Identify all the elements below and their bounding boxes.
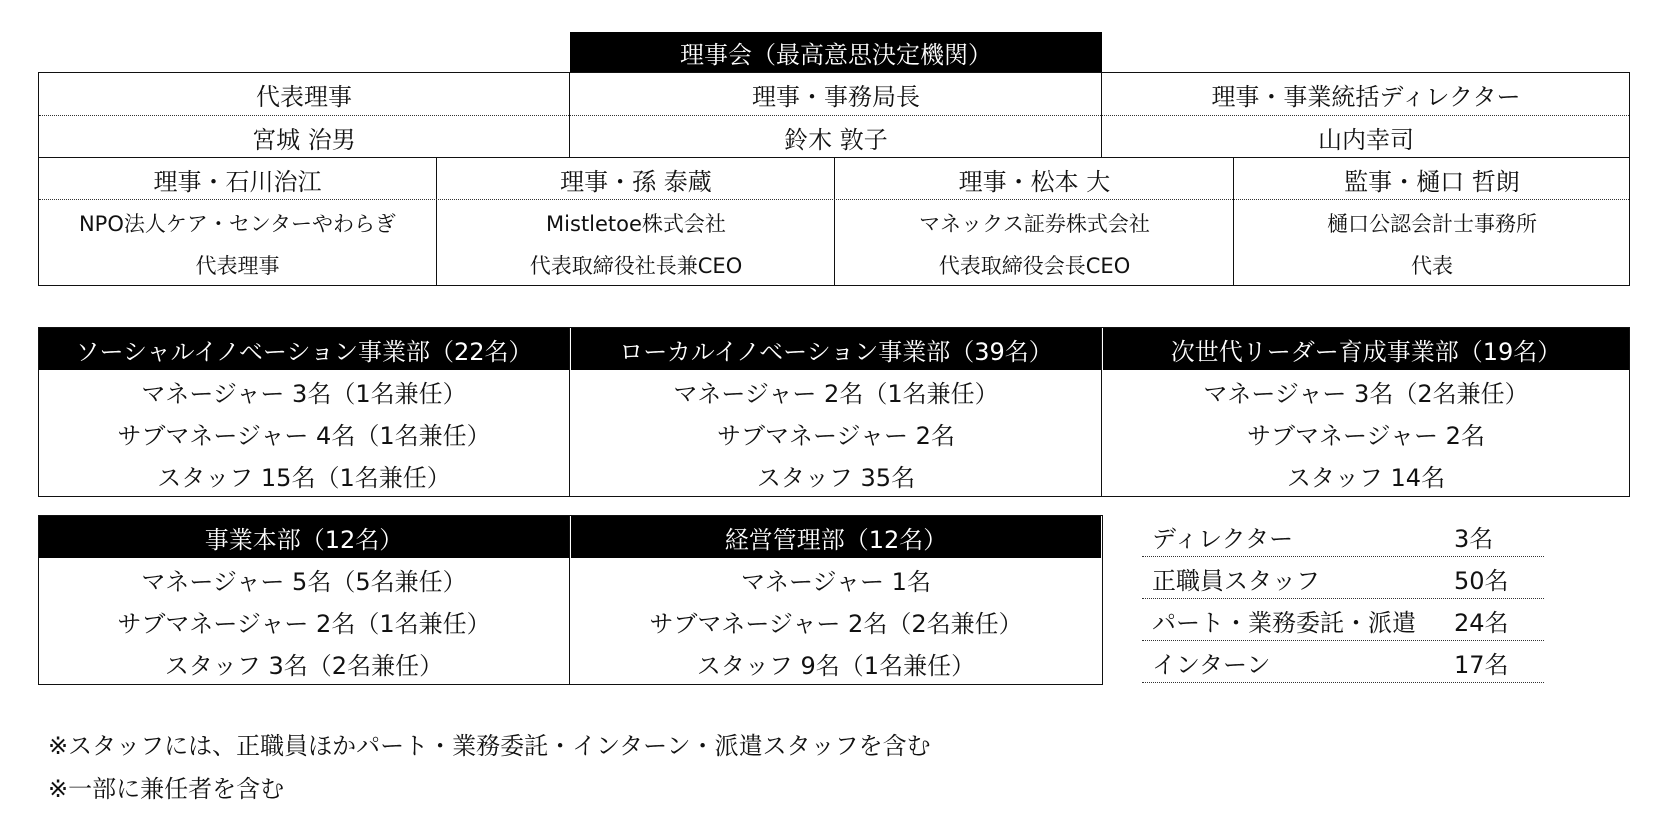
board-name-1: 鈴木 敦子 — [784, 125, 888, 154]
division-line: サブマネージャー 4名（1名兼任） — [117, 422, 491, 450]
division-title-0: ソーシャルイノベーション事業部（22名） — [39, 328, 569, 370]
outside-position-2: 代表取締役会長CEO — [938, 253, 1131, 278]
division-line: スタッフ 3名（2名兼任） — [164, 652, 444, 680]
summary-dotted-rule — [1142, 556, 1544, 557]
outside-position-3: 代表 — [1411, 253, 1453, 278]
summary-count: 24名 — [1454, 608, 1509, 637]
division-title-3: 事業本部（12名） — [39, 516, 569, 558]
division-line: サブマネージャー 2名 — [717, 422, 955, 450]
summary-dotted-rule — [1142, 598, 1544, 599]
division-line: スタッフ 35名 — [756, 464, 916, 492]
outside-role-1: 理事・孫 泰蔵 — [560, 167, 712, 196]
summary-dotted-rule — [1142, 682, 1544, 683]
outside-role-2: 理事・松本 大 — [958, 167, 1111, 196]
division-line: サブマネージャー 2名 — [1247, 422, 1485, 450]
board-name-0: 宮城 治男 — [252, 125, 356, 154]
division-title-1: ローカルイノベーション事業部（39名） — [571, 328, 1101, 370]
board-dotted-rule — [39, 199, 1629, 200]
board-name-2: 山内幸司 — [1318, 125, 1414, 154]
board-role-1: 理事・事務局長 — [752, 83, 920, 111]
summary-count: 50名 — [1454, 566, 1509, 595]
outside-org-2: マネックス証券株式会社 — [919, 211, 1150, 236]
board-divider — [436, 158, 437, 286]
board-role-2: 理事・事業統括ディレクター — [1211, 83, 1521, 111]
summary-label: パート・業務委託・派遣 — [1152, 608, 1416, 637]
outside-role-0: 理事・石川治江 — [153, 167, 322, 196]
division-line: サブマネージャー 2名（2名兼任） — [649, 610, 1023, 638]
division-title-4: 経営管理部（12名） — [571, 516, 1101, 558]
division-line: スタッフ 9名（1名兼任） — [696, 652, 976, 680]
summary-count: 17名 — [1454, 650, 1509, 679]
board-divider — [834, 158, 835, 286]
outside-position-1: 代表取締役社長兼CEO — [529, 253, 743, 278]
division-divider — [569, 327, 570, 497]
board-dotted-rule — [39, 115, 1629, 116]
footnote: ※一部に兼任者を含む — [48, 774, 285, 803]
board-divider — [1233, 158, 1234, 286]
board-role-0: 代表理事 — [256, 83, 352, 111]
division-line: マネージャー 3名（1名兼任） — [141, 380, 467, 408]
footnote: ※スタッフには、正職員ほかパート・業務委託・インターン・派遣スタッフを含む — [48, 731, 931, 760]
outside-org-3: 樋口公認会計士事務所 — [1327, 211, 1537, 236]
summary-dotted-rule — [1142, 640, 1544, 641]
division-divider — [1101, 327, 1102, 497]
division-line: スタッフ 14名 — [1286, 464, 1446, 492]
outside-role-3: 監事・樋口 哲朗 — [1344, 167, 1520, 196]
division-line: マネージャー 2名（1名兼任） — [673, 380, 999, 408]
summary-label: インターン — [1152, 650, 1271, 679]
summary-count: 3名 — [1454, 524, 1494, 553]
division-line: サブマネージャー 2名（1名兼任） — [117, 610, 491, 638]
division-line: マネージャー 3名（2名兼任） — [1203, 380, 1529, 408]
division-divider — [569, 515, 570, 685]
outside-org-1: Mistletoe株式会社 — [546, 211, 726, 236]
summary-label: ディレクター — [1152, 524, 1294, 553]
board-title: 理事会（最高意思決定機関） — [570, 32, 1102, 73]
outside-org-0: NPO法人ケア・センターやわらぎ — [78, 211, 397, 236]
outside-position-0: 代表理事 — [195, 253, 280, 278]
summary-label: 正職員スタッフ — [1152, 566, 1320, 595]
division-title-2: 次世代リーダー育成事業部（19名） — [1103, 328, 1629, 370]
division-line: マネージャー 5名（5名兼任） — [141, 568, 467, 596]
division-line: マネージャー 1名 — [741, 568, 931, 596]
division-line: スタッフ 15名（1名兼任） — [157, 464, 451, 492]
